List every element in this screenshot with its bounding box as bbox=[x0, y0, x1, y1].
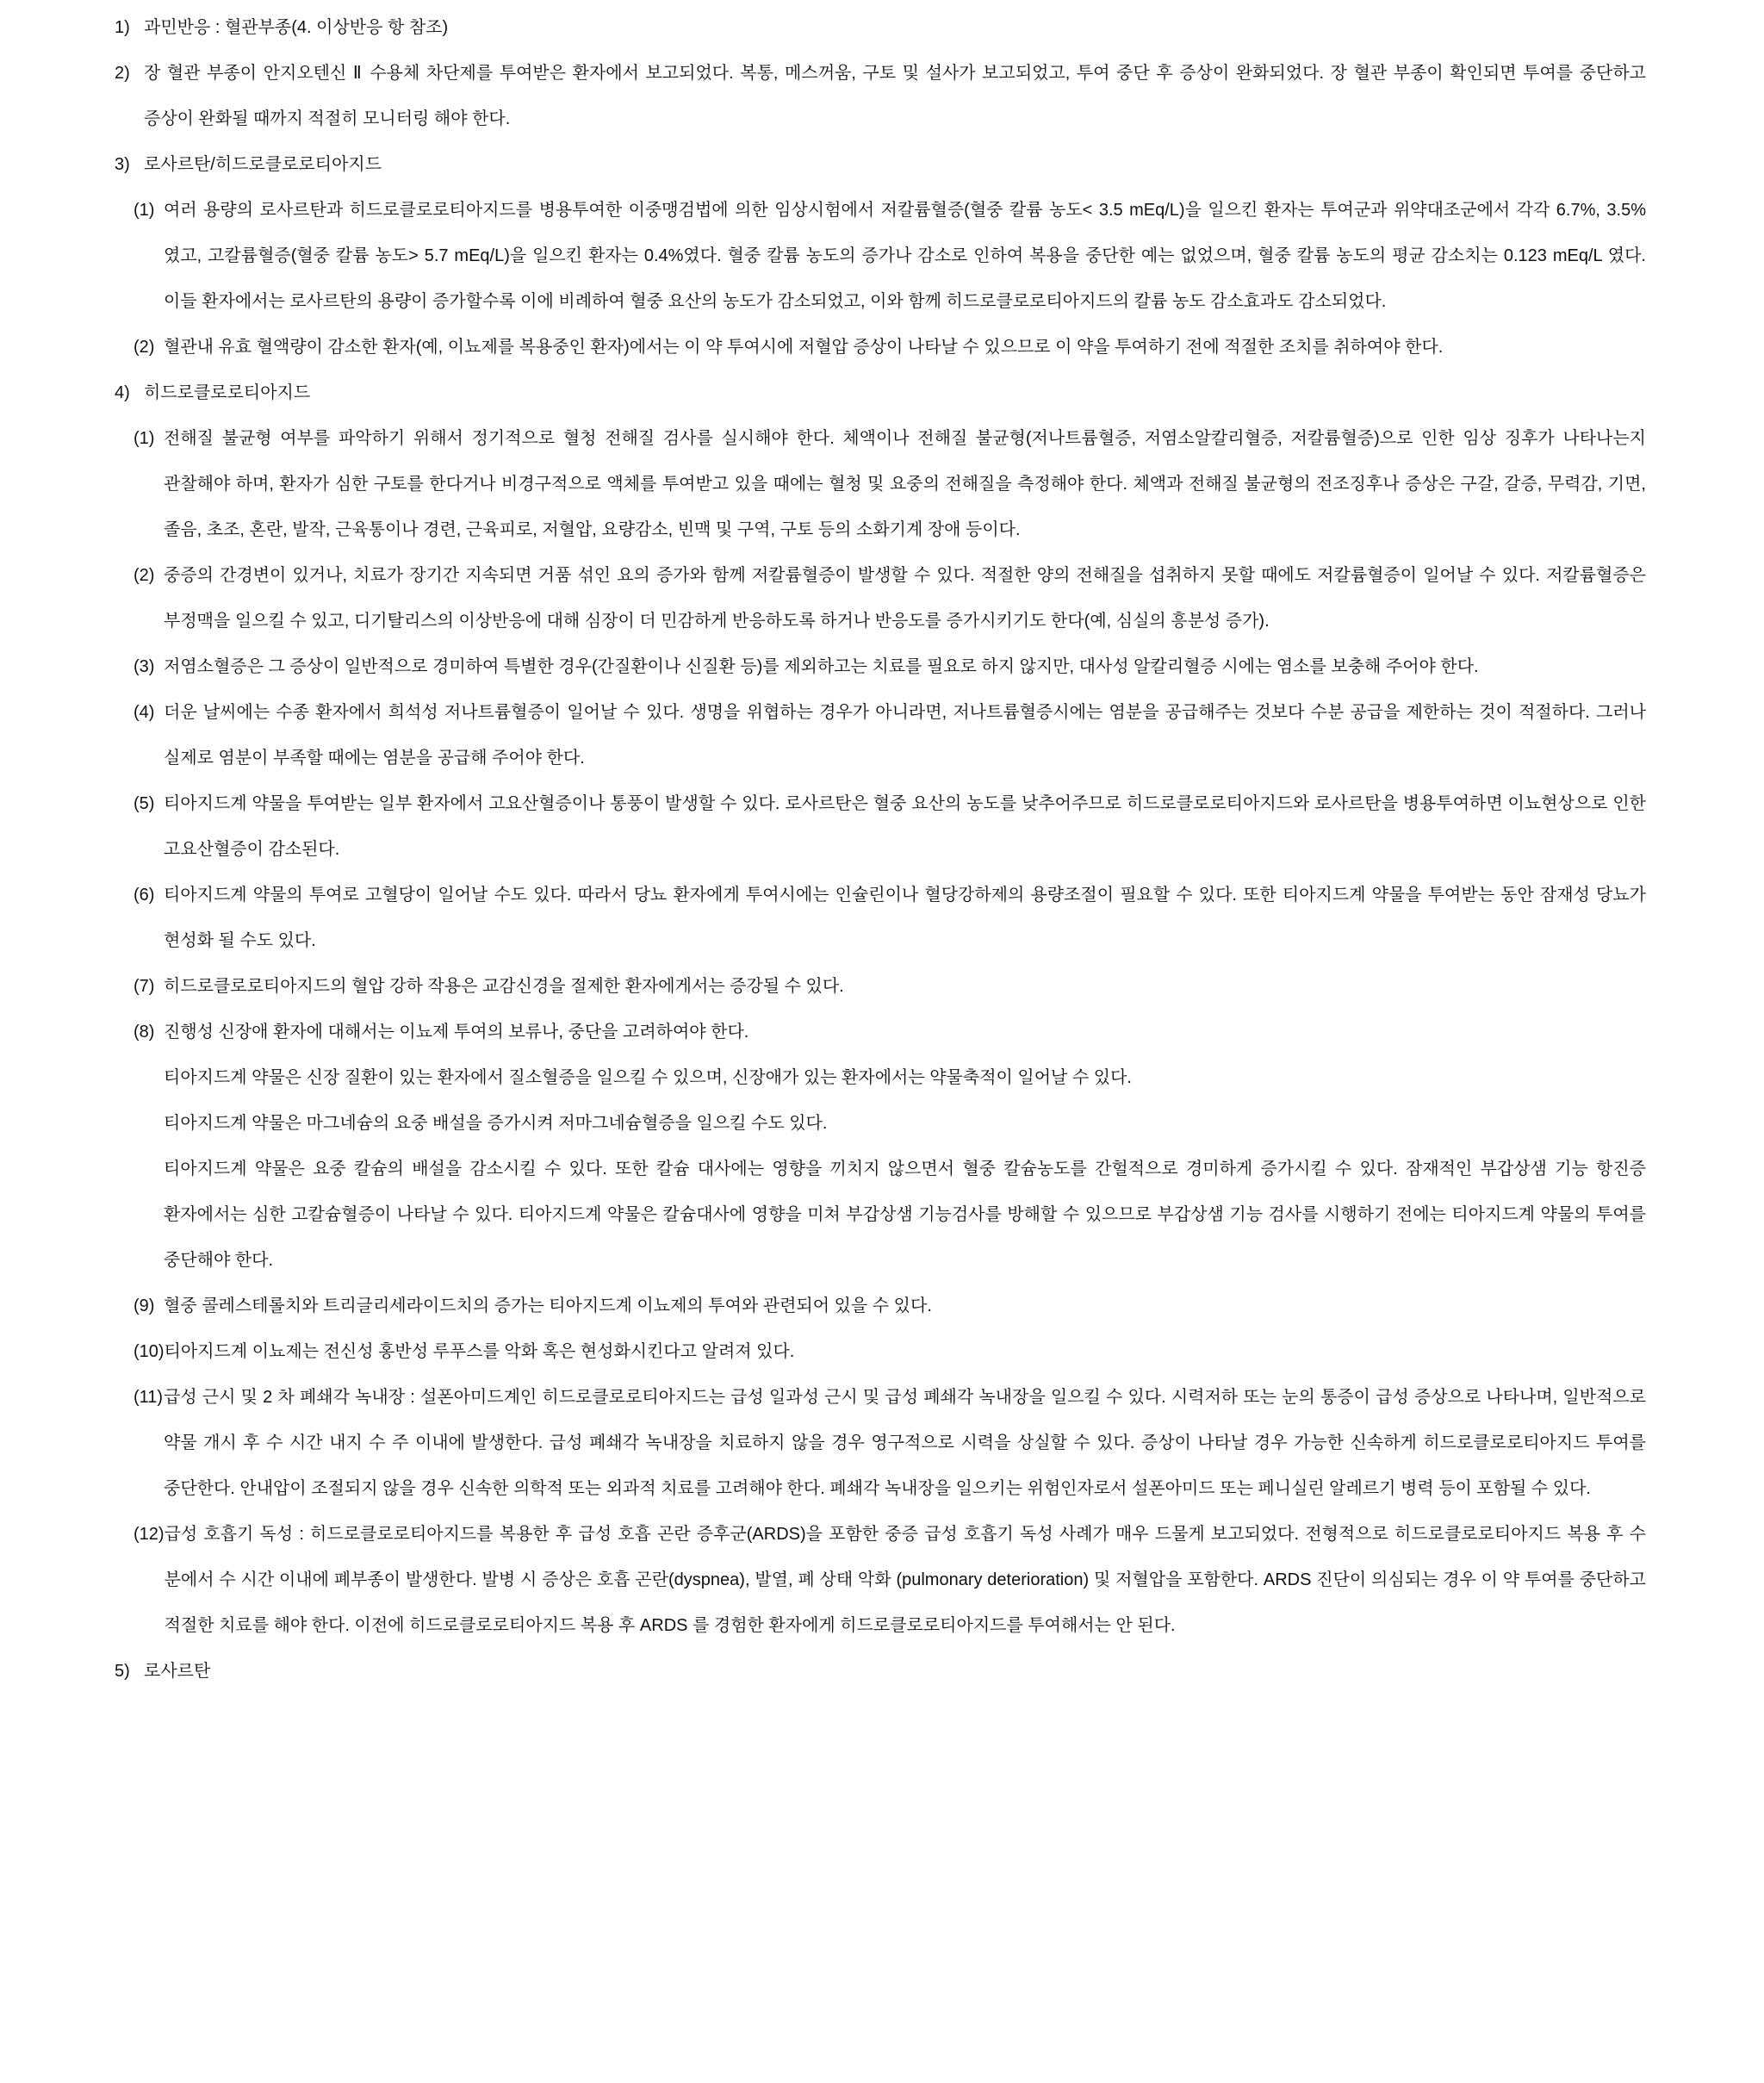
list-item bbox=[115, 873, 1646, 964]
list-item bbox=[115, 644, 1646, 690]
list-item bbox=[115, 964, 1646, 1010]
item-text: 히드로클로로티아지드의 혈압 강하 작용은 교감신경을 절제한 환자에게서는 증강될 수 있다. bbox=[164, 977, 844, 996]
list-item bbox=[115, 553, 1646, 644]
list-item bbox=[115, 51, 1646, 142]
item-marker: 1) bbox=[115, 18, 130, 37]
item-marker: (1) bbox=[134, 429, 155, 448]
item-text: 여러 용량의 로사르탄과 히드로클로로티아지드를 병용투여한 이중맹검법에 의한 임상시험에서 저칼륨혈증(혈중 칼륨 농도< 3.5 mEq/L)을 일으킨 환자는 투여군과 위약대조군에서 각각 6.7%, 3.5%였고, 고칼륨혈증(혈중 칼륨 농도> 5.7 mEq/L)을 일으킨 환자는 0.4%였다. 혈중 칼륨 농도의 증가나 감소로 인하여 복용을 중단한 예는 없었으며, 혈중 칼륨 농도의 평균 감소치는 0.123 mEq/L 였다. 이들 환자에서는 로사르탄의 용량이 증가할수록 이에 비례하여 혈중 요산의 농도가 감소되었고, 이와 함께 히드로클로로티아지드의 칼륨 농도 감소효과도 감소되었다. bbox=[164, 201, 1646, 311]
list-item bbox=[115, 370, 1646, 416]
item-text: 장 혈관 부종이 안지오텐신 Ⅱ 수용체 차단제를 투여받은 환자에서 보고되었다. 복통, 메스꺼움, 구토 및 설사가 보고되었고, 투여 중단 후 증상이 완화되었다. 장 혈관 부종이 확인되면 투여를 중단하고 증상이 완화될 때까지 적절히 모니터링 해야 한다. bbox=[144, 64, 1646, 128]
list-item bbox=[115, 781, 1646, 873]
list-item bbox=[115, 690, 1646, 781]
item-text: 티아지드계 약물은 신장 질환이 있는 환자에서 질소혈증을 일으킬 수 있으며, 신장애가 있는 환자에서는 약물축적이 일어날 수 있다. bbox=[164, 1068, 1132, 1087]
item-marker: (1) bbox=[134, 201, 155, 220]
item-text: 저염소혈증은 그 증상이 일반적으로 경미하여 특별한 경우(간질환이나 신질환 등)를 제외하고는 치료를 필요로 하지 않지만, 대사성 알칼리혈증 시에는 염소를 보충해 주어야 한다. bbox=[164, 657, 1479, 676]
item-marker: (5) bbox=[134, 794, 155, 813]
item-marker: (3) bbox=[134, 657, 155, 676]
list-item bbox=[115, 1512, 1646, 1649]
item-marker: 3) bbox=[115, 155, 130, 174]
list-item bbox=[115, 1101, 1646, 1147]
item-marker: 5) bbox=[115, 1662, 130, 1681]
item-text: 급성 호흡기 독성 : 히드로클로로티아지드를 복용한 후 급성 호흡 곤란 증후군(ARDS)을 포함한 중증 급성 호흡기 독성 사례가 매우 드물게 보고되었다. 전형적으로 히드로클로로티아지드 복용 후 수 분에서 수 시간 이내에 폐부종이 발생한다. 발병 시 증상은 호흡 곤란(dyspnea), 발열, 폐 상태 악화 (pulmonary deterioration) 및 저혈압을 포함한다. ARDS 진단이 의심되는 경우 이 약 투여를 중단하고 적절한 치료를 해야 한다. 이전에 히드로클로로티아지드 복용 후 ARDS 를 경험한 환자에게 히드로클로로티아지드를 투여해서는 안 된다. bbox=[164, 1525, 1646, 1635]
list-item bbox=[115, 1329, 1646, 1375]
item-marker: (9) bbox=[134, 1296, 155, 1315]
list-item bbox=[115, 142, 1646, 188]
item-text: 히드로클로로티아지드 bbox=[144, 383, 311, 402]
list-item bbox=[115, 188, 1646, 325]
item-text: 티아지드계 약물은 마그네슘의 요중 배설을 증가시켜 저마그네슘혈증을 일으킬 수도 있다. bbox=[164, 1114, 828, 1133]
item-text: 중증의 간경변이 있거나, 치료가 장기간 지속되면 거품 섞인 요의 증가와 함께 저칼륨혈증이 발생할 수 있다. 적절한 양의 전해질을 섭취하지 못할 때에도 저칼륨혈증이 일어날 수 있다. 저칼륨혈증은 부정맥을 일으킬 수 있고, 디기탈리스의 이상반응에 대해 심장이 더 민감하게 반응하도록 하거나 반응도를 증가시키기도 한다(예, 심실의 흥분성 증가). bbox=[164, 566, 1646, 631]
item-text: 티아지드계 이뇨제는 전신성 홍반성 루푸스를 악화 혹은 현성화시킨다고 알려져 있다. bbox=[164, 1342, 795, 1361]
item-text: 과민반응 : 혈관부종(4. 이상반응 항 참조) bbox=[144, 18, 449, 37]
item-text: 티아지드계 약물은 요중 칼슘의 배설을 감소시킬 수 있다. 또한 칼슘 대사에는 영향을 끼치지 않으면서 혈중 칼슘농도를 간헐적으로 경미하게 증가시킬 수 있다. 잠재적인 부갑상샘 기능 항진증 환자에서는 심한 고칼슘혈증이 나타날 수 있다. 티아지드계 약물은 칼슘대사에 영향을 미쳐 부갑상샘 기능검사를 방해할 수 있으므로 부갑상샘 기능 검사를 시행하기 전에는 티아지드계 약물의 투여를 중단해야 한다. bbox=[164, 1160, 1646, 1270]
item-marker: (10) bbox=[134, 1342, 165, 1361]
item-marker: (11) bbox=[134, 1388, 164, 1407]
item-marker: (7) bbox=[134, 977, 155, 996]
list-item bbox=[115, 416, 1646, 553]
list-item bbox=[115, 1055, 1646, 1101]
item-marker: (2) bbox=[134, 338, 155, 357]
item-text: 급성 근시 및 2 차 폐쇄각 녹내장 : 설폰아미드계인 히드로클로로티아지드는 급성 일과성 근시 및 급성 폐쇄각 녹내장을 일으킬 수 있다. 시력저하 또는 눈의 통증이 급성 증상으로 나타나며, 일반적으로 약물 개시 후 수 시간 내지 수 주 이내에 발생한다. 급성 폐쇄각 녹내장을 치료하지 않을 경우 영구적으로 시력을 상실할 수 있다. 증상이 나타날 경우 가능한 신속하게 히드로클로로티아지드 투여를 중단한다. 안내압이 조절되지 않을 경우 신속한 의학적 또는 외과적 치료를 고려해야 한다. 폐쇄각 녹내장을 일으키는 위험인자로서 설폰아미드 또는 페니실린 알레르기 병력 등이 포함될 수 있다. bbox=[164, 1388, 1646, 1498]
item-marker: (8) bbox=[134, 1023, 155, 1042]
item-marker: (12) bbox=[134, 1525, 165, 1544]
item-marker: (2) bbox=[134, 566, 155, 585]
list-item bbox=[115, 1649, 1646, 1694]
item-marker: (4) bbox=[134, 703, 155, 722]
list-item bbox=[115, 1147, 1646, 1284]
item-marker: 2) bbox=[115, 64, 130, 83]
list-item bbox=[115, 1375, 1646, 1512]
item-marker: (6) bbox=[134, 886, 155, 905]
item-text: 혈중 콜레스테롤치와 트리글리세라이드치의 증가는 티아지드계 이뇨제의 투여와 관련되어 있을 수 있다. bbox=[164, 1296, 932, 1315]
item-text: 진행성 신장애 환자에 대해서는 이뇨제 투여의 보류나, 중단을 고려하여야 한다. bbox=[164, 1023, 749, 1042]
list-item bbox=[115, 325, 1646, 370]
list-item bbox=[115, 1284, 1646, 1329]
item-text: 더운 날씨에는 수종 환자에서 희석성 저나트륨혈증이 일어날 수 있다. 생명을 위협하는 경우가 아니라면, 저나트륨혈증시에는 염분을 공급해주는 것보다 수분 공급을 제한하는 것이 적절하다. 그러나 실제로 염분이 부족할 때에는 염분을 공급해 주어야 한다. bbox=[164, 703, 1646, 768]
list-item bbox=[115, 1010, 1646, 1055]
list-item bbox=[115, 5, 1646, 51]
item-text: 전해질 불균형 여부를 파악하기 위해서 정기적으로 혈청 전해질 검사를 실시해야 한다. 체액이나 전해질 불균형(저나트륨혈증, 저염소알칼리혈증, 저칼륨혈증)으로 인한 임상 징후가 나타나는지 관찰해야 하며, 환자가 심한 구토를 한다거나 비경구적으로 액체를 투여받고 있을 때에는 혈청 및 요중의 전해질을 측정해야 한다. 체액과 전해질 불균형의 전조징후나 증상은 구갈, 갈증, 무력감, 기면, 졸음, 초조, 혼란, 발작, 근육통이나 경련, 근육피로, 저혈압, 요량감소, 빈맥 및 구역, 구토 등의 소화기계 장애 등이다. bbox=[164, 429, 1646, 539]
item-text: 혈관내 유효 혈액량이 감소한 환자(예, 이뇨제를 복용중인 환자)에서는 이 약 투여시에 저혈압 증상이 나타날 수 있으므로 이 약을 투여하기 전에 적절한 조치를 취하여야 한다. bbox=[164, 338, 1444, 357]
item-marker: 4) bbox=[115, 383, 130, 402]
item-text: 로사르탄 bbox=[144, 1662, 211, 1681]
item-text: 티아지드계 약물의 투여로 고혈당이 일어날 수도 있다. 따라서 당뇨 환자에게 투여시에는 인슐린이나 혈당강하제의 용량조절이 필요할 수 있다. 또한 티아지드계 약물을 투여받는 동안 잠재성 당뇨가 현성화 될 수도 있다. bbox=[164, 886, 1646, 950]
item-text: 티아지드계 약물을 투여받는 일부 환자에서 고요산혈증이나 통풍이 발생할 수 있다. 로사르탄은 혈중 요산의 농도를 낮추어주므로 히드로클로로티아지드와 로사르탄을 병용투여하면 이뇨현상으로 인한 고요산혈증이 감소된다. bbox=[164, 794, 1646, 859]
item-text: 로사르탄/히드로클로로티아지드 bbox=[144, 155, 382, 174]
